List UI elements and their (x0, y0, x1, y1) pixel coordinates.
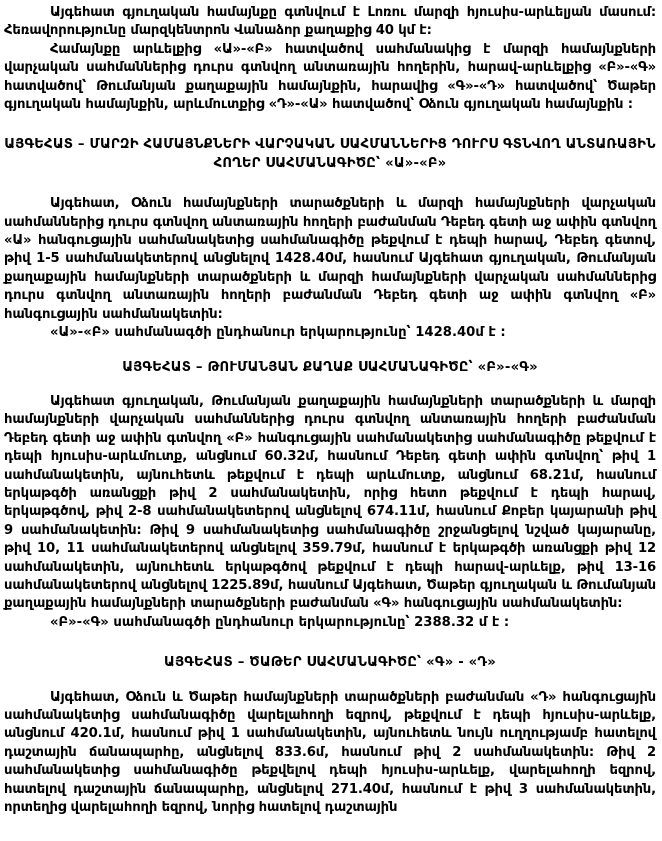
spacer (4, 114, 656, 136)
section-heading-b-g: ԱՅԳԵՀԱՏ – ԹՈՒՄԱՆՅԱՆ ՔԱՂԱՔ ՍԱՀՄԱՆԱԳԻԾԸ՝ «Բ»-«Գ» (122, 359, 538, 375)
intro-paragraph-borders: Համայնքը արևելքից «Ա»-«Բ» հատվածով սահմանակից է մարզի համայնքների վարչական սահմաններից դուրս գտնվող անտառային հողերին, հարավ-արևելքից «Բ»-«Գ» հատվածով՝ Թումանյան քաղաքային համայնքին, հարավից «Գ»-«Դ» հատվածով՝ Ծաթեր գյուղական համայնքին, արևմուտքից «Դ»-«Ա» հատվածով՝ Օձուն գյուղական համայնքին : (4, 41, 656, 113)
spacer (4, 173, 656, 195)
spacer (4, 343, 656, 359)
intro-paragraph-location: Այգեհատ գյուղական համայնքը գտնվում է Լոռու մարզի հյուսիս-արևելյան մասում: Հեռավորությունը մարզկենտրոն Վանաձոր քաղաքից 40 կմ է: (4, 5, 656, 39)
spacer (4, 632, 656, 654)
spacer (4, 673, 656, 689)
spacer (4, 377, 656, 393)
section-body-g-d: Այգեհատ, Օձուն և Ծաթեր համայնքների տարածքների բաժանման «Դ» հանգուցային սահմանակետից սահմանագիծը վարելահողի եզրով, թեքվում է դեպի հյուսիս-արևելք, անցնում 420.1մ, հասնում թիվ 1 սահմանակետին, այնուհետև նույն ուղղությամբ հատելով դաշտային ճանապարհը, անցնելով 833.6մ, հասնում թիվ 2 սահմանակետին: Թիվ 2 սահմանակետից սահմանագիծը թեքվելով դեպի հյուսիս-արևելք, վարելահողի եզրով, հատելով դաշտային ճանապարհը, անցնելով 271.40մ, հասնում է թիվ 3 սահմանակետին, որտեղից վարելահողի եզրով, նորից հատելով դաշտային (4, 689, 656, 816)
section-heading-a-b: ԱՅԳԵՀԱՏ – ՄԱՐԶԻ ՀԱՄԱՅՆՔՆԵՐԻ ՎԱՐՉԱԿԱՆ ՍԱՀՄԱՆՆԵՐԻՑ ԴՈՒՐՍ ԳՏՆՎՈՂ ԱՆՏԱՌԱՅԻՆ ՀՈՂԵՐ ՍԱՀՄԱՆԱԳԻԾԸ՝ «Ա»-«Բ» (4, 137, 656, 171)
section-heading-g-d: ԱՅԳԵՀԱՏ – ԾԱԹԵՐ ՍԱՀՄԱՆԱԳԻԾԸ՝ «Գ» - «Դ» (164, 655, 496, 671)
section-body-b-g: Այգեհատ գյուղական, Թումանյան քաղաքային համայնքների տարածքների և մարզի համայնքների վարչական սահմաններից դուրս գտնվող անտառային հողերի բաժանման Դեբեդ գետի աջ ափին գտնվող «Բ» հանգուցային սահմանակետից սահմանագիծը թեքվում է դեպի հյուսիս-արևմուտք, անցնում 60.32մ, հասնում Դեբեդ գետի ափին գտնվող՝ թիվ 1 սահմանակետին, այնուհետև թեքվում է դեպի արևմուտք, անցնում 68.21մ, հասնում երկաթգծի առանցքի թիվ 2 սահմանակետին, որից հետո թեքվում է դեպի հարավ, երկաթգծով, թիվ 2-8 սահմանակետերով անցնելով 674.11մ, հասնում Քոբեր կայարանի թիվ 9 սահմանակետին: Թիվ 9 սահմանակետից սահմանագիծը շրջանցելով նշված կայարանը, թիվ 10, 11 սահմանակետերով անցնելով 359.79մ, հասնում է երկաթգծի առանցքի թիվ 12 սահմանակետին, այնուհետև երկաթգծով թեքվում է դեպի հարավ-արևելք, թիվ 13-16 սահմանակետերով անցնելով 1225.89մ, հասնում Այգեհատ, Ծաթեր գյուղական և Թումանյան քաղաքային համայնքների տարածքների բաժանման «Գ» հանգուցային սահմանակետին: (4, 393, 656, 612)
section-total-a-b: «Ա»-«Բ» սահմանագծի ընդհանուր երկարությունը՝ 1428.40մ է : (50, 325, 506, 341)
section-total-b-g: «Բ»-«Գ» սահմանագծի ընդհանուր երկարությունը՝ 2388.32 մ է : (50, 614, 510, 630)
section-body-a-b: Այգեհատ, Օձուն համայնքների տարածքների և մարզի համայնքների վարչական սահմաններից դուրս գտնվող անտառային հողերի բաժանման Դեբեդ գետի աջ ափին գտնվող «Ա» հանգուցային սահմանակետից սահմանագիծը թեքվում է դեպի հարավ, Դեբեդ գետով, թիվ 1-5 սահմանակետերով անցնելով 1428.40մ, հասնում Այգեհատ գյուղական, Թումանյան քաղաքային համայնքների տարածքների և մարզի համայնքների վարչական սահմաններից դուրս գտնվող անտառային հողերի բաժանման Դեբեդ գետի աջ ափին գտնվող «Բ» հանգուցային սահմանակետին: (4, 196, 656, 322)
